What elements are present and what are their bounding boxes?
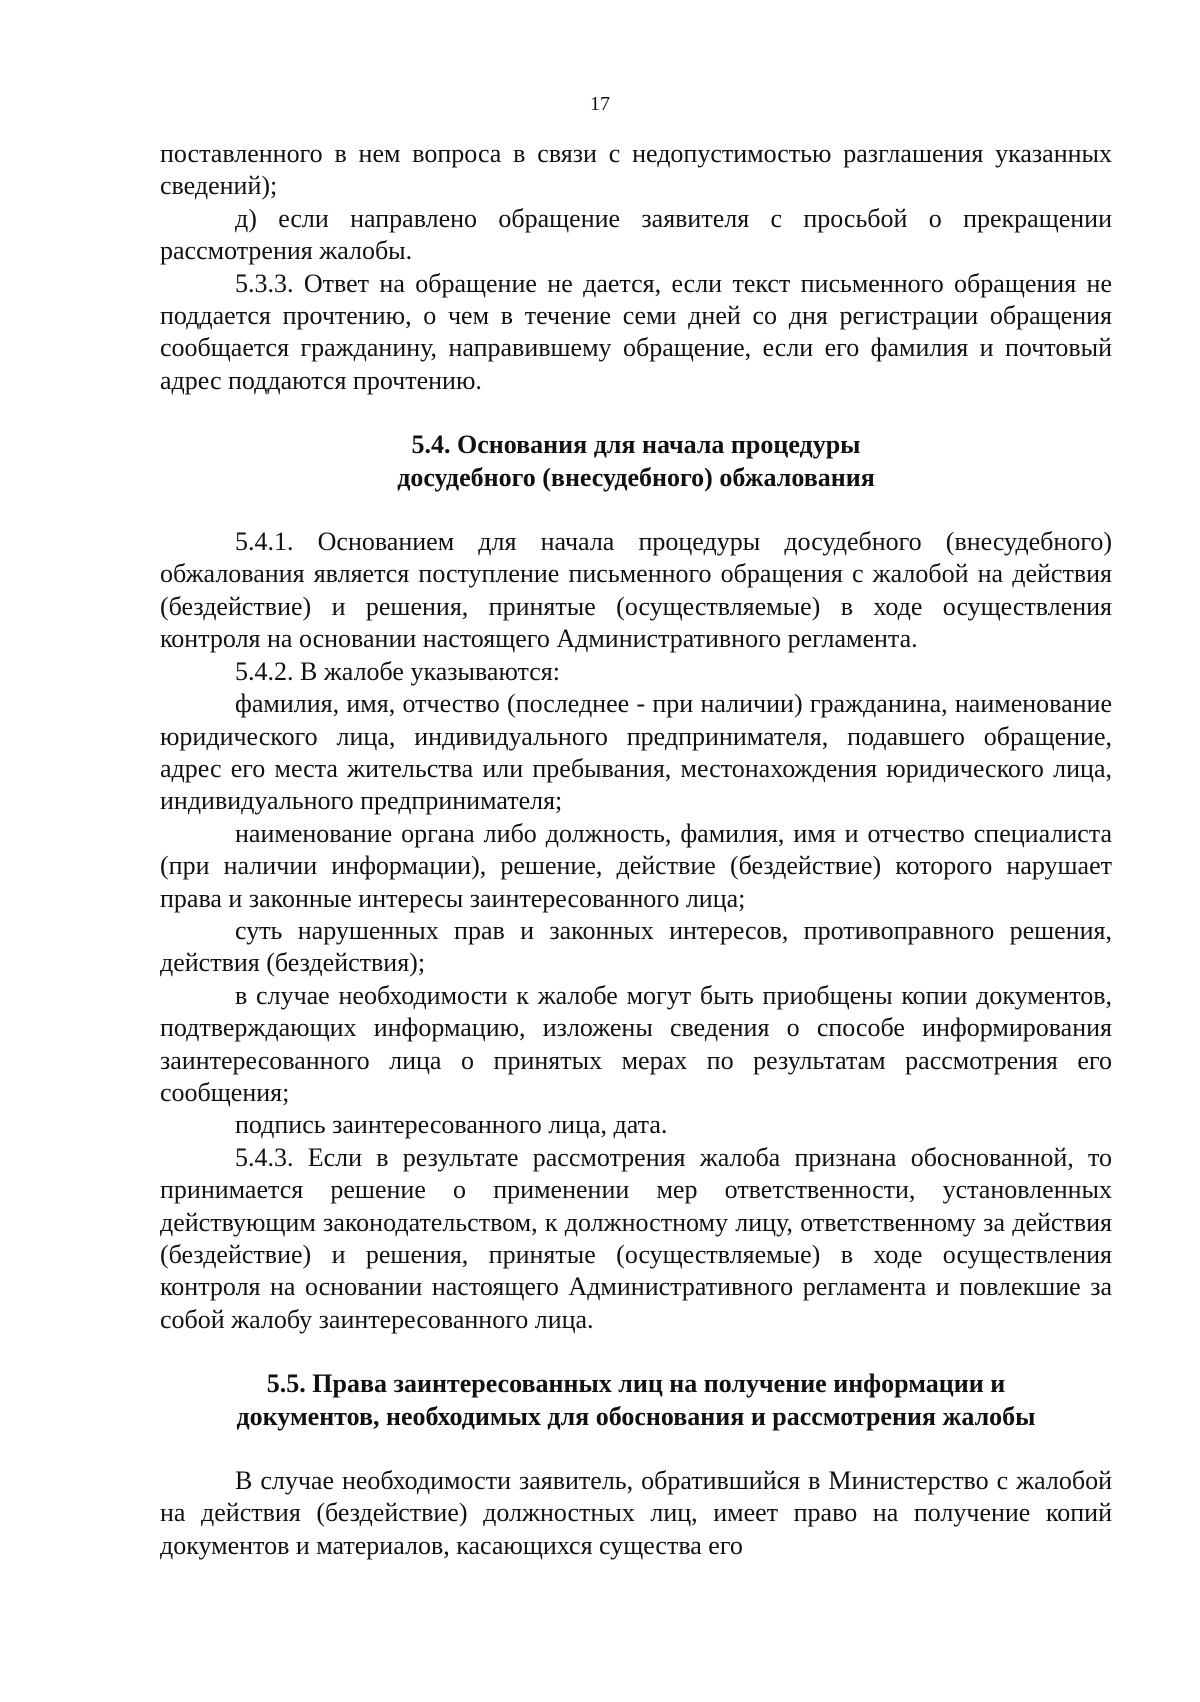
heading-line: 5.4. Основания для начала процедуры xyxy=(411,430,861,460)
heading-line: досудебного (внесудебного) обжалования xyxy=(397,462,875,492)
paragraph: д) если направлено обращение заявителя с просьбой о прекращении рассмотрения жалобы. xyxy=(160,203,1112,266)
paragraph: 5.4.2. В жалобе указываются: xyxy=(235,656,560,686)
document-body xyxy=(160,138,1112,1562)
list-item: наименование органа либо должность, фамилия, имя и отчество специалиста (при наличии информации), решение, действие (бездействие) которого нарушает права и законные интересы заинтересованного лица; xyxy=(160,818,1112,913)
section-heading-5-4 xyxy=(160,429,1112,494)
page-number: 17 xyxy=(590,93,610,115)
list-item: фамилия, имя, отчество (последнее - при наличии) гражданина, наименование юридического лица, индивидуального предпринимателя, подавшего обращение, адрес его места жительства или пребывания, местонахождения юридического лица, индивидуального предпринимателя; xyxy=(160,689,1112,816)
paragraph: 5.4.3. Если в результате рассмотрения жалоба признана обоснованной, то принимается решение о применении мер ответственности, установленных действующим законодательством, к должностному лицу, ответственному за действия (бездействие) и решения, принятые (осуществляемые) в ходе осуществления контроля на основании настоящего Административного регламента и повлекшие за собой жалобу заинтересованного лица. xyxy=(160,1142,1112,1334)
section-heading-5-5 xyxy=(160,1368,1112,1433)
paragraph: В случае необходимости заявитель, обратившийся в Министерство с жалобой на действия (бездействие) должностных лиц, имеет право на получение копий документов и материалов, касающихся существа его xyxy=(160,1466,1112,1560)
list-item: в случае необходимости к жалобе могут быть приобщены копии документов, подтверждающих информацию, изложены сведения о способе информирования заинтересованного лица о принятых мерах по результатам рассмотрения его сообщения; xyxy=(160,980,1112,1107)
heading-line: 5.5. Права заинтересованных лиц на получение информации и xyxy=(266,1369,1006,1399)
paragraph: 5.4.1. Основанием для начала процедуры досудебного (внесудебного) обжалования является поступление письменного обращения с жалобой на действия (бездействие) и решения, принятые (осуществляемые) в ходе осуществления контроля на основании настоящего Административного регламента. xyxy=(160,527,1112,654)
paragraph: поставленного в нем вопроса в связи с недопустимостью разглашения указанных сведений); xyxy=(160,139,1112,201)
list-item: подпись заинтересованного лица, дата. xyxy=(235,1110,668,1140)
list-item: суть нарушенных прав и законных интересов, противоправного решения, действия (бездействия); xyxy=(160,915,1112,978)
paragraph: 5.3.3. Ответ на обращение не дается, если текст письменного обращения не поддается прочтению, о чем в течение семи дней со дня регистрации обращения сообщается гражданину, направившему обращение, если его фамилия и почтовый адрес поддаются прочтению. xyxy=(160,268,1112,395)
heading-line: документов, необходимых для обоснования и рассмотрения жалобы xyxy=(236,1401,1036,1431)
